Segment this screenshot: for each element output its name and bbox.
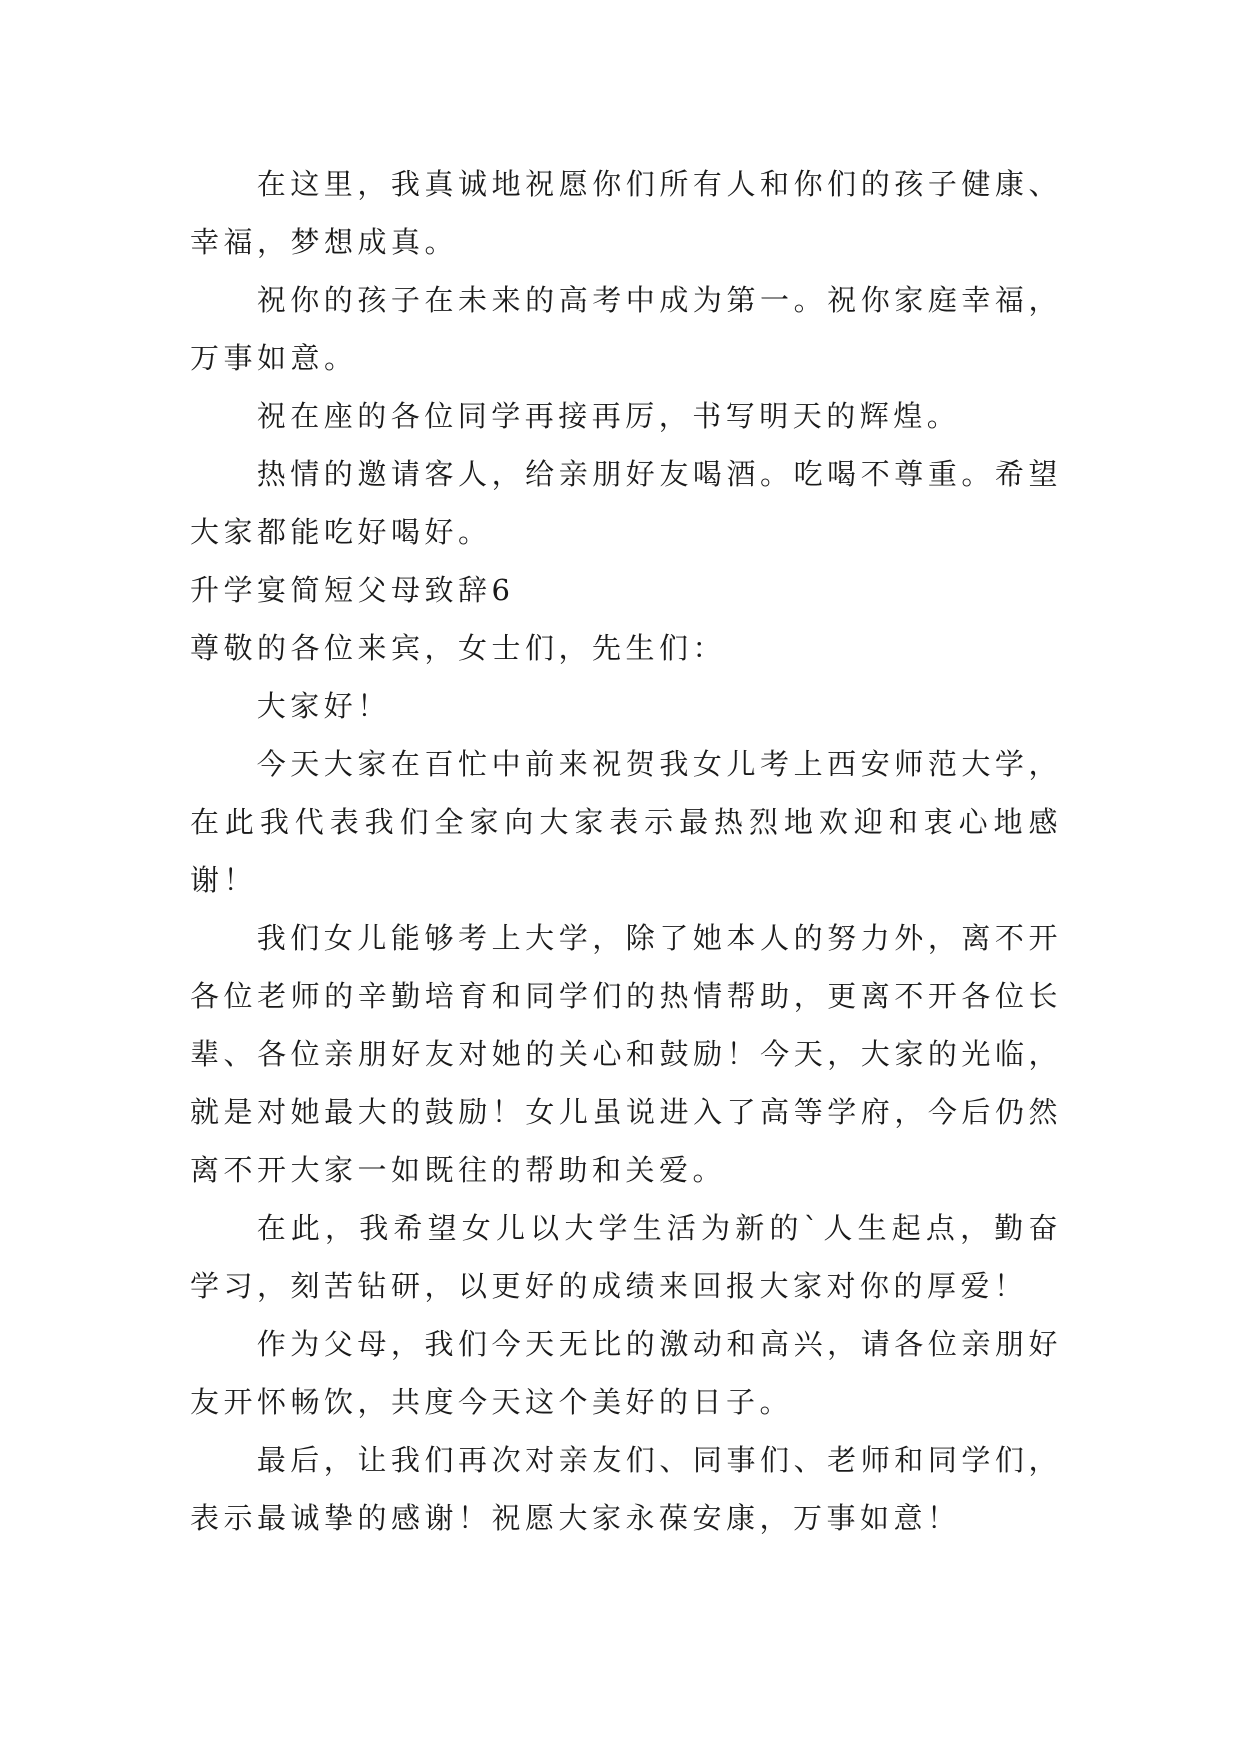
- salutation-line: 尊敬的各位来宾，女士们，先生们：: [190, 631, 727, 665]
- paragraph-blessing-students: 祝在座的各位同学再接再厉，书写明天的辉煌。: [256, 399, 961, 433]
- paragraph-hope: 在此，我希望女儿以大学生活为新的`人生起点，勤奋学习，刻苦钻研，以更好的成绩来回报大家对你的厚爱！: [190, 1211, 1062, 1303]
- paragraph-closing: 最后，让我们再次对亲友们、同事们、老师和同学们，表示最诚挚的感谢！祝愿大家永葆安康，万事如意！: [190, 1443, 1062, 1535]
- paragraph-thanks: 今天大家在百忙中前来祝贺我女儿考上西安师范大学，在此我代表我们全家向大家表示最热烈地欢迎和衷心地感谢！: [190, 747, 1062, 897]
- paragraph-blessing-exam: 祝你的孩子在未来的高考中成为第一。祝你家庭幸福，万事如意。: [190, 283, 1062, 375]
- paragraph-support: 我们女儿能够考上大学，除了她本人的努力外，离不开各位老师的辛勤培育和同学们的热情帮助，更离不开各位长辈、各位亲朋好友对她的关心和鼓励！今天，大家的光临，就是对她最大的鼓励！女儿虽说进入了高等学府，今后仍然离不开大家一如既往的帮助和关爱。: [190, 921, 1062, 1187]
- section-heading: 升学宴简短父母致辞6: [190, 573, 515, 607]
- document-page: [190, 155, 1062, 1547]
- paragraph-greeting: 大家好！: [256, 689, 391, 723]
- paragraph-blessing-health: 在这里，我真诚地祝愿你们所有人和你们的孩子健康、幸福，梦想成真。: [190, 167, 1062, 259]
- paragraph-invitation: 热情的邀请客人，给亲朋好友喝酒。吃喝不尊重。希望大家都能吃好喝好。: [190, 457, 1062, 549]
- paragraph-celebration: 作为父母，我们今天无比的激动和高兴，请各位亲朋好友开怀畅饮，共度今天这个美好的日子。: [190, 1327, 1062, 1419]
